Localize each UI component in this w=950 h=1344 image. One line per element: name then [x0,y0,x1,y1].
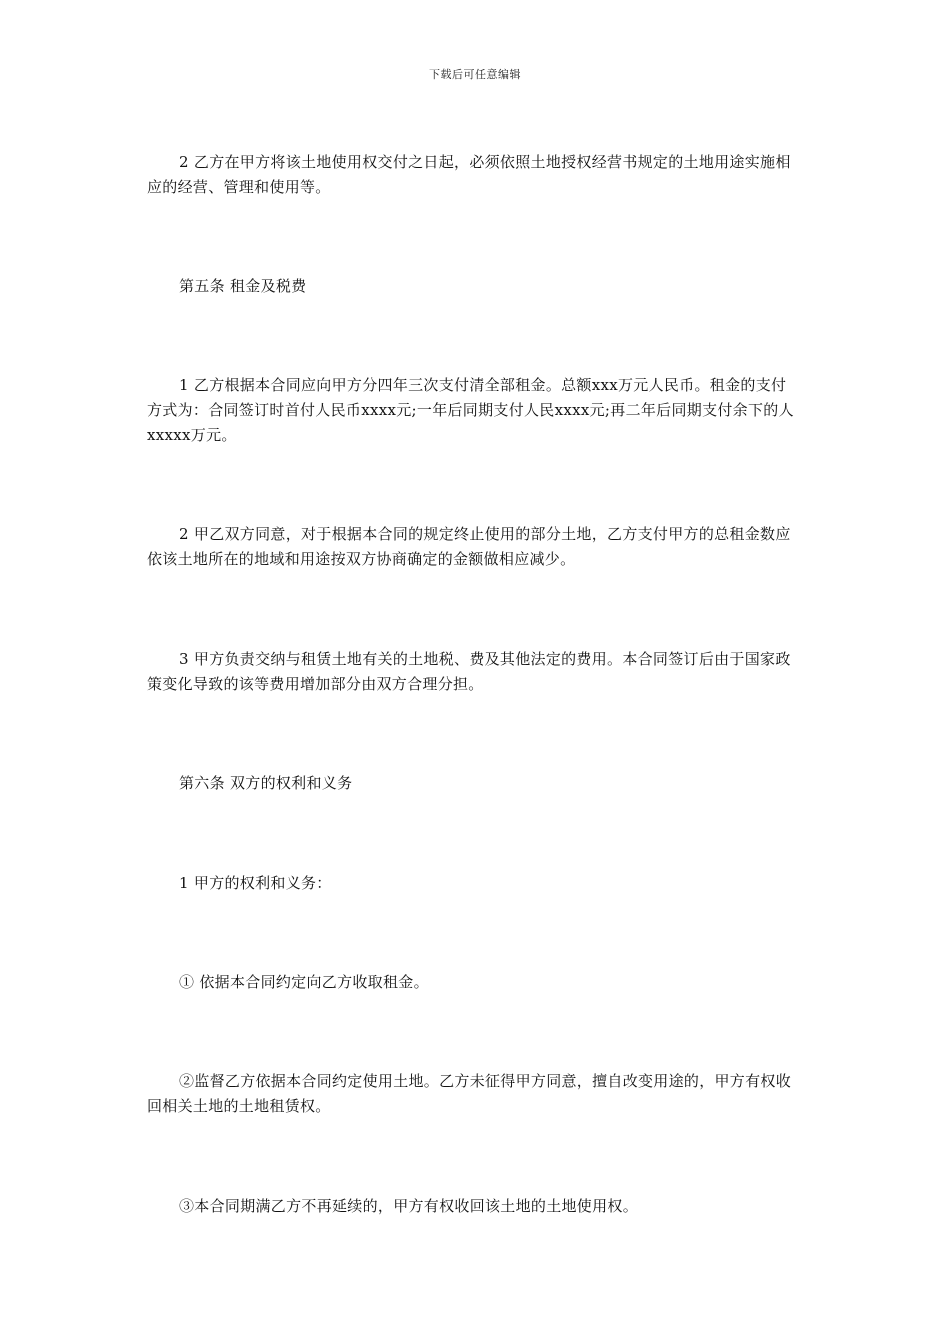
section-heading-article-6: 第六条 双方的权利和义务 [179,774,353,792]
section-heading-article-5: 第五条 租金及税费 [179,277,307,295]
paragraph-clause-5-3: 3 甲方负责交纳与租赁土地有关的土地税、费及其他法定的费用。本合同签订后由于国家政策变化导致的该等费用增加部分由双方合理分担。 [147,650,791,693]
list-item-party-a-2: ②监督乙方依据本合同约定使用土地。乙方未征得甲方同意，擅自改变用途的，甲方有权收回相关土地的土地租赁权。 [147,1072,792,1115]
paragraph-clause-4-2: 2 乙方在甲方将该土地使用权交付之日起，必须依照土地授权经营书规定的土地用途实施相应的经营、管理和使用等。 [147,153,791,196]
list-item-party-a-1: ① 依据本合同约定向乙方收取租金。 [179,973,429,991]
list-item-party-a-3: ③本合同期满乙方不再延续的，甲方有权收回该土地的土地使用权。 [179,1197,639,1215]
paragraph-clause-5-2: 2 甲乙双方同意，对于根据本合同的规定终止使用的部分土地，乙方支付甲方的总租金数应依该土地所在的地域和用途按双方协商确定的金额做相应减少。 [147,525,791,568]
paragraph-clause-5-1: 1 乙方根据本合同应向甲方分四年三次支付清全部租金。总额xxx万元人民币。租金的支付方式为：合同签订时首付人民币xxxx元;一年后同期支付人民xxxx元;再二年后同期支付余下的人xxxxx万元。 [147,376,794,444]
page-header: 下载后可任意编辑 [429,68,521,81]
paragraph-clause-6-1: 1 甲方的权利和义务： [179,874,332,892]
